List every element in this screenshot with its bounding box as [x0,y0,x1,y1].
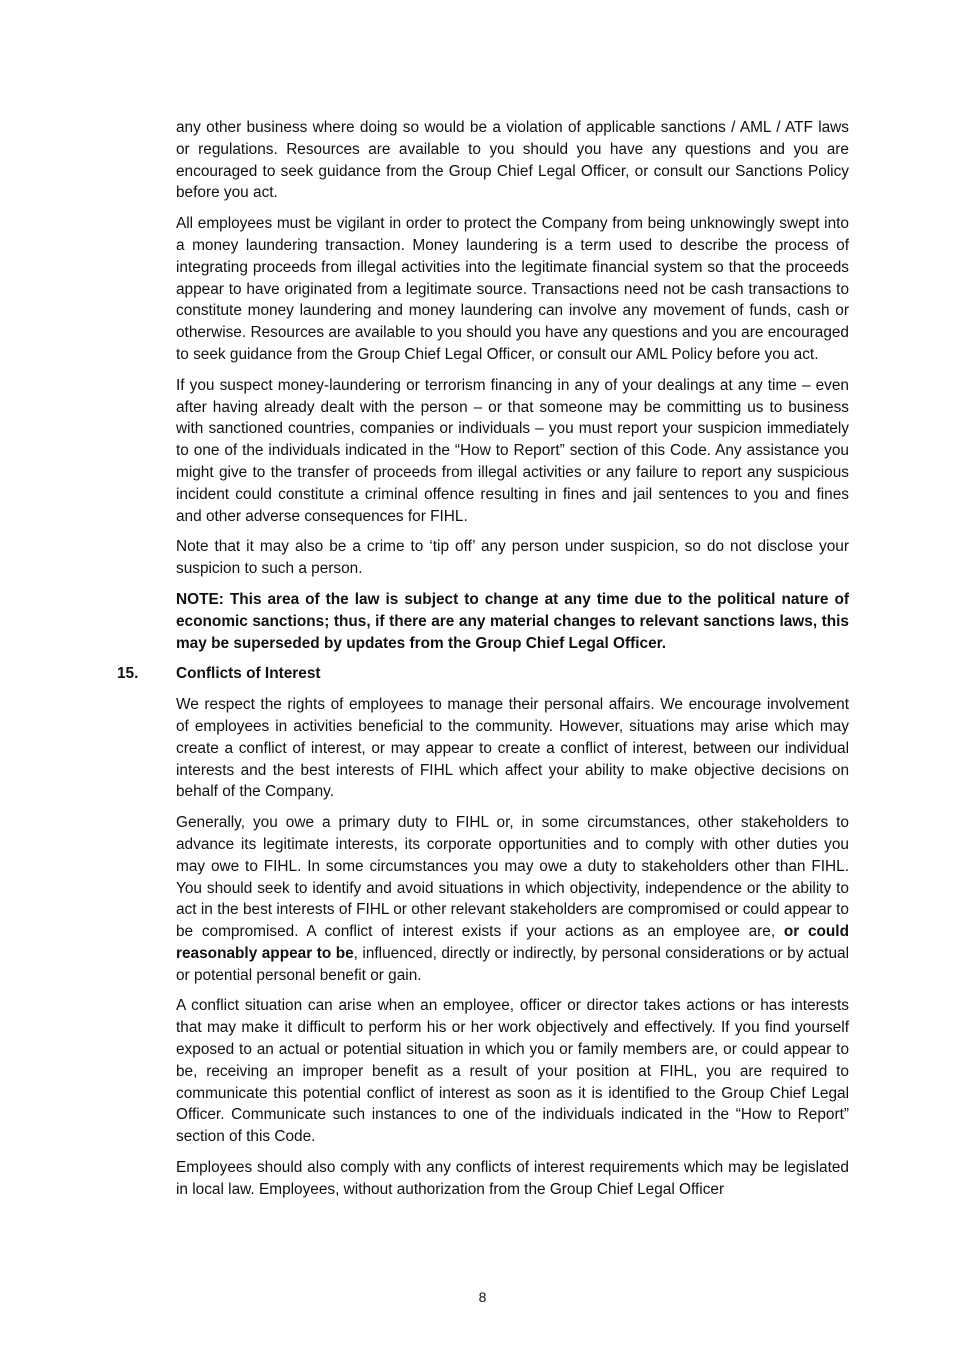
page-body [117,117,849,1210]
section-number: 15. [117,665,139,683]
page-number: 8 [478,1289,487,1305]
paragraph-report-suspicion: If you suspect money-laundering or terrorism financing in any of your dealings at any time – even after having already dealt with the person – or that someone may be committing us to business with sanctioned countries, companies or individuals – you must report your suspicion immediately to one of the individuals indicated in the “How to Report” section of this Code. Any assistance you might give to the transfer of proceeds from illegal activities or any failure to report any suspicious incident could constitute a criminal offence resulting in fines and jail sentences to you and fines and other adverse consequences for FIHL. [176,376,849,525]
paragraph-primary-duty [176,812,849,986]
paragraph-local-law: Employees should also comply with any conflicts of interest requirements which may be legislated in local law. Employees, without authorization from the Group Chief Legal Officer [176,1159,849,1198]
paragraph-sanctions-continued: any other business where doing so would be a violation of applicable sanctions / AML / ATF laws or regulations. Resources are available to you should you have any questions and you are encouraged to seek guidance from the Group Chief Legal Officer, or consult our Sanctions Policy before you act. [176,119,849,202]
note-paragraph: NOTE: This area of the law is subject to change at any time due to the political nature of economic sanctions; thus, if there are any material changes to relevant sanctions laws, this may be superseded by updates from the Group Chief Legal Officer. [176,590,849,652]
paragraph-conflicts-intro: We respect the rights of employees to manage their personal affairs. We encourage involvement of employees in activities beneficial to the community. However, situations may arise which may create a conflict of interest, or may appear to create a conflict of interest, between our individual interests and the best interests of FIHL which affect your ability to make objective decisions on behalf of the Company. [176,696,849,801]
paragraph-tip-off: Note that it may also be a crime to ‘tip off’ any person under suspicion, so do not disclose your suspicion to such a person. [176,538,849,578]
paragraph-money-laundering: All employees must be vigilant in order to protect the Company from being unknowingly swept into a money laundering transaction. Money laundering is a term used to describe the process of integrating proceeds from illegal activities into the legitimate financial system so that the proceeds appear to have originated from a legitimate source. Transactions need not be cash transactions to constitute money laundering and money laundering can involve any movement of funds, cash or otherwise. Resources are available to you should you have any questions and you are encouraged to seek guidance from the Group Chief Legal Officer, or consult our AML Policy before you act. [176,215,849,363]
section-title: Conflicts of Interest [176,665,321,683]
primary-duty-bold-text: or could reasonably appear to be [176,923,849,962]
primary-duty-text-end: , influenced, directly or indirectly, by personal considerations or by actual or potential personal benefit or gain. [176,944,849,984]
section-heading [117,663,849,685]
paragraph-conflict-situation: A conflict situation can arise when an employee, officer or director takes actions or has interests that may make it difficult to perform his or her work objectively and effectively. If you find yourself exposed to an actual or potential situation in which you or family members are, or could appear to be, receiving an improper benefit as a result of your position at FIHL, you are required to communicate this potential conflict of interest as soon as it is identified to the Group Chief Legal Officer. Communicate such instances to one of the individuals indicated in the “How to Report” section of this Code. [176,997,849,1146]
primary-duty-text: Generally, you owe a primary duty to FIHL or, in some circumstances, other stakeholders to advance its legitimate interests, its corporate opportunities and to comply with other duties you may owe to FIHL. In some circumstances you may owe a duty to stakeholders other than FIHL. You should seek to identify and avoid situations in which objectivity, independence or the ability to act in the best interests of FIHL or other relevant stakeholders are compromised or could appear to be compromised. A conflict of interest exists if your actions as an employee are, [176,814,849,941]
